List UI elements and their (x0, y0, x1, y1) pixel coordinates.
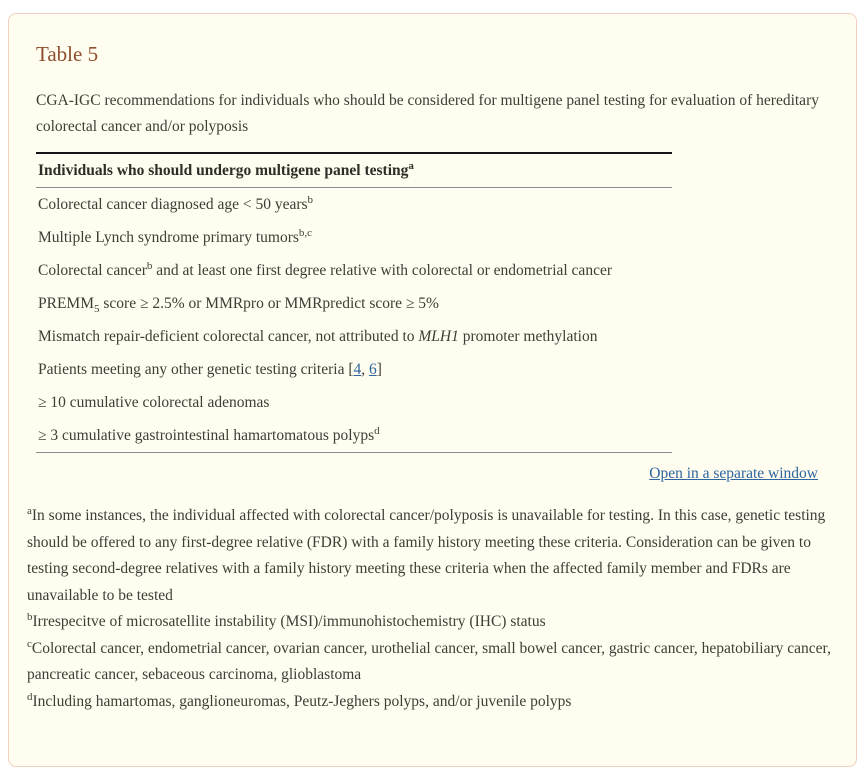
table-row (36, 221, 672, 254)
footnote-c (27, 636, 838, 689)
row-text: Patients meeting any other genetic testing criteria [ (38, 361, 354, 378)
row-text: Colorectal cancer diagnosed age < 50 years (38, 196, 308, 213)
table-row (36, 188, 672, 221)
footnote-bc-marker: b,c (298, 226, 313, 239)
table-row (36, 386, 672, 419)
footnote-c-text: Colorectal cancer, endometrial cancer, ovarian cancer, urothelial cancer, small bowel cancer, gastric cancer, hepatobiliary cancer, pancreatic cancer, sebaceous carcinoma, glioblastoma (27, 639, 831, 683)
row-text: Colorectal cancer (38, 262, 147, 279)
table-caption: CGA-IGC recommendations for individuals who should be considered for multigene panel testing for evaluation of hereditary colorectal cancer and/or polyposis (36, 92, 819, 135)
premm-subscript: 5 (94, 303, 100, 316)
row-text: score ≥ 2.5% or MMRpro or MMRpredict score ≥ 5% (99, 295, 439, 312)
footnote-d-marker: d (27, 690, 33, 703)
table-row (36, 287, 672, 320)
table-card (8, 13, 857, 767)
row-text: Multiple Lynch syndrome primary tumors (38, 229, 299, 246)
gene-name-italic: MLH1 (418, 328, 459, 345)
table-header-row (36, 154, 672, 188)
footnote-a (27, 503, 838, 609)
table-title: Table 5 (36, 42, 99, 66)
open-link-row (27, 465, 818, 483)
table-row (36, 353, 672, 386)
row-text: promoter methylation (458, 328, 598, 345)
table-header-label: Individuals who should undergo multigene panel testing (38, 162, 409, 179)
footnote-a-marker: a (408, 159, 414, 172)
footnote-b-marker: b (307, 193, 314, 206)
table-row (36, 419, 672, 453)
footnote-c-marker: c (27, 637, 32, 650)
row-text: ] (376, 361, 382, 378)
footnote-b-marker: b (146, 259, 153, 272)
criteria-table (36, 152, 672, 453)
footnote-b (27, 609, 838, 636)
open-in-separate-window-link[interactable]: Open in a separate window (649, 465, 818, 482)
footnotes-block (27, 503, 838, 715)
footnote-b-marker: b (27, 610, 33, 623)
row-text: and at least one first degree relative with colorectal or endometrial cancer (152, 262, 612, 279)
footnote-d-marker: d (374, 424, 380, 437)
table-row (36, 320, 672, 353)
footnote-b-text: Irrespecitve of microsatellite instability (MSI)/immunohistochemistry (IHC) status (32, 613, 546, 630)
row-text: ≥ 3 cumulative gastrointestinal hamartomatous polyps (38, 427, 375, 444)
reference-link-4[interactable]: 4 (353, 361, 362, 378)
footnote-d-text: Including hamartomas, ganglioneuromas, Peutz-Jeghers polyps, and/or juvenile polyps (32, 692, 572, 710)
table-row (36, 254, 672, 287)
row-text: PREMM (38, 295, 94, 312)
row-text: ≥ 10 cumulative colorectal adenomas (38, 394, 270, 411)
footnote-a-text: In some instances, the individual affected with colorectal cancer/polyposis is unavailable for testing. In this case, genetic testing should be offered to any first-degree relative (FDR) with a family history meeting these criteria. Consideration can be given to testing second-degree relatives with a family history meeting these criteria when the affected family member and FDRs are unavailable to be tested (27, 507, 826, 604)
footnote-d (27, 689, 838, 716)
footnote-a-marker: a (27, 504, 32, 517)
row-text: Mismatch repair-deficient colorectal cancer, not attributed to (38, 328, 419, 345)
reference-link-6[interactable]: 6 (369, 361, 377, 378)
row-text: , (361, 361, 369, 378)
